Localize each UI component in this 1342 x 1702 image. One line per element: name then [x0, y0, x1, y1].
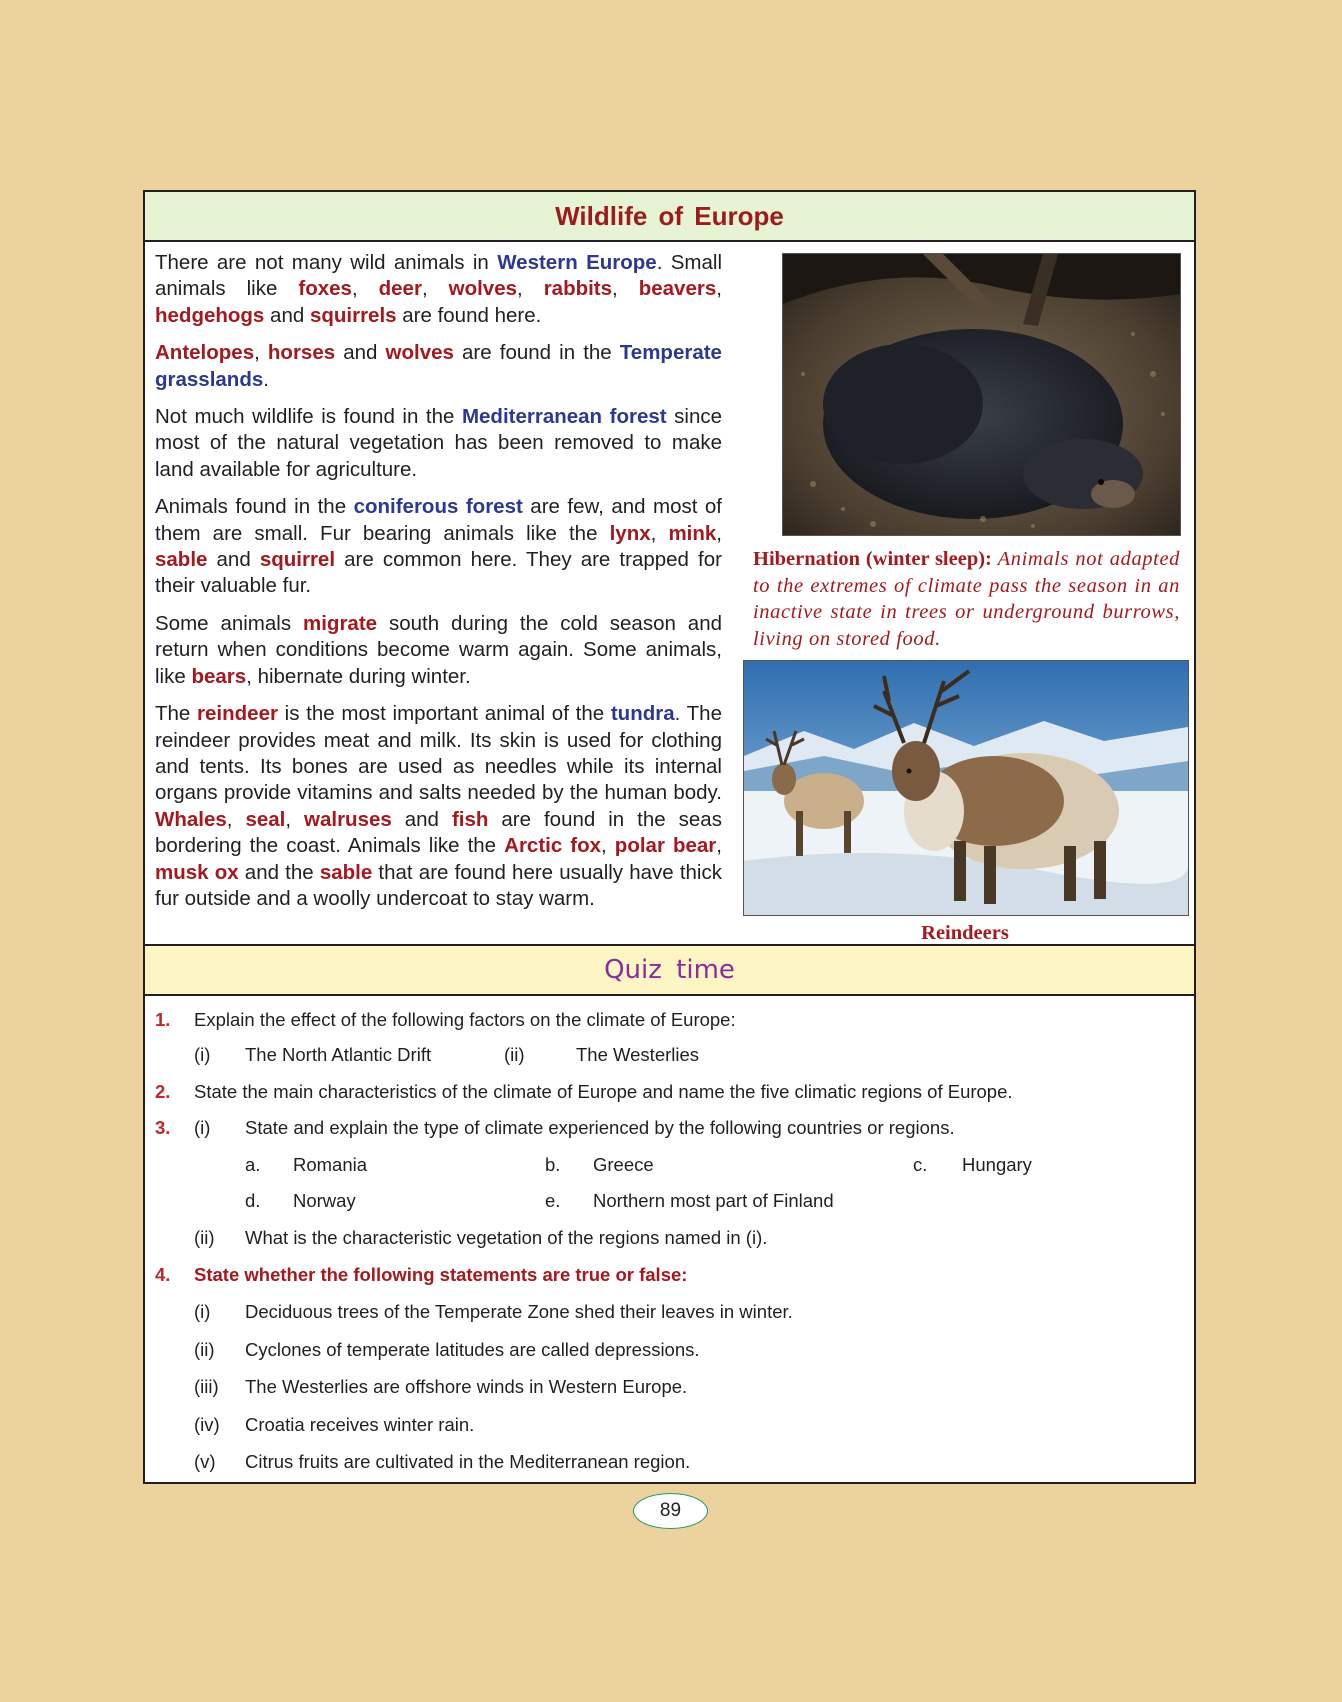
q3-c-text: Hungary — [962, 1154, 1032, 1175]
q4-text: State whether the following statements are true or false: — [194, 1264, 688, 1285]
q4-number: 4. — [155, 1264, 171, 1285]
q3-c-number: c. — [913, 1154, 928, 1175]
reindeers-caption: Reindeers — [921, 922, 1009, 944]
q1-i-text: The North Atlantic Drift — [245, 1044, 432, 1065]
q3-b-text: Greece — [593, 1154, 654, 1175]
q4-item-text: Deciduous trees of the Temperate Zone shed their leaves in winter. — [245, 1301, 793, 1322]
q3-e-number: e. — [545, 1190, 561, 1211]
quiz-title: Quiz time — [604, 955, 735, 985]
q4-item-text: Citrus fruits are cultivated in the Mediterranean region. — [245, 1451, 691, 1472]
q3-number: 3. — [155, 1117, 171, 1138]
q3-a-text: Romania — [293, 1154, 368, 1175]
page-number: 89 — [633, 1493, 708, 1529]
q1-text: Explain the effect of the following factors on the climate of Europe: — [194, 1009, 736, 1030]
hibernating-bear-photo — [782, 253, 1181, 536]
q3-ii-number: (ii) — [194, 1227, 215, 1248]
paragraph-5: Some animals migrate south during the cold season and return when conditions become warm again. Some animals, like bears, hibernate during winter. — [155, 611, 722, 688]
q4-item-number: (ii) — [194, 1339, 215, 1360]
q4-item-text: The Westerlies are offshore winds in Western Europe. — [245, 1376, 688, 1397]
q1-i-number: (i) — [194, 1044, 211, 1065]
q2-number: 2. — [155, 1081, 171, 1102]
paragraph-1: There are not many wild animals in Western Europe. Small animals like foxes, deer, wolves, rabbits, beavers, hedgehogs and squirrels are found here. — [155, 251, 722, 327]
paragraph-6: The reindeer is the most important animal of the tundra. The reindeer provides meat and milk. Its skin is used for clothing and tents. Its bones are used as needles while its internal organs provide vitamins and salts needed by the human body. Whales, seal, walruses and fish are found in the seas bordering the coast. Animals like the Arctic fox, polar bear, musk ox and the sable that are found here usually have thick fur outside and a woolly undercoat to stay warm. — [155, 702, 722, 910]
q3-b-number: b. — [545, 1154, 561, 1175]
q4-item-number: (v) — [194, 1451, 216, 1472]
page-title: Wildlife of Europe — [555, 200, 784, 231]
q4-item-text: Croatia receives winter rain. — [245, 1414, 475, 1435]
q3-e-text: Northern most part of Finland — [593, 1190, 834, 1211]
q3-d-number: d. — [245, 1190, 261, 1211]
q4-item-number: (iv) — [194, 1414, 220, 1435]
quiz-title-bar — [145, 944, 1194, 996]
q1-ii-text: The Westerlies — [576, 1044, 700, 1065]
content-frame — [143, 190, 1196, 1484]
paragraph-3: Not much wildlife is found in the Mediterranean forest since most of the natural vegetation has been removed to make land available for agriculture. — [155, 405, 722, 481]
q4-item-number: (iii) — [194, 1376, 219, 1397]
q4-item-number: (i) — [194, 1301, 211, 1322]
q4-item-text: Cyclones of temperate latitudes are called depressions. — [245, 1339, 700, 1360]
q3-ii-text: What is the characteristic vegetation of the regions named in (i). — [245, 1227, 768, 1248]
q2-text: State the main characteristics of the climate of Europe and name the five climatic regions of Europe. — [194, 1081, 1013, 1102]
hibernation-caption: Hibernation (winter sleep): Animals not adapted to the extremes of climate pass the season in an inactive state in trees or underground burrows, living on stored food. — [753, 548, 1181, 650]
reindeer-illustration — [744, 661, 1188, 915]
paragraph-2: Antelopes, horses and wolves are found in the Temperate grasslands. — [155, 341, 722, 391]
q3-i-number: (i) — [194, 1117, 211, 1138]
title-bar — [145, 192, 1194, 242]
q1-number: 1. — [155, 1009, 171, 1030]
reindeers-photo — [743, 660, 1189, 916]
q1-ii-number: (ii) — [504, 1044, 525, 1065]
q3-i-text: State and explain the type of climate experienced by the following countries or regions. — [245, 1117, 955, 1138]
q3-d-text: Norway — [293, 1190, 356, 1211]
q3-a-number: a. — [245, 1154, 261, 1175]
wildlife-text — [155, 250, 722, 923]
bear-illustration — [783, 254, 1180, 535]
paragraph-4: Animals found in the coniferous forest are few, and most of them are small. Fur bearing animals like the lynx, mink, sable and squirrel are common here. They are trapped for their valuable fur. — [155, 495, 723, 598]
